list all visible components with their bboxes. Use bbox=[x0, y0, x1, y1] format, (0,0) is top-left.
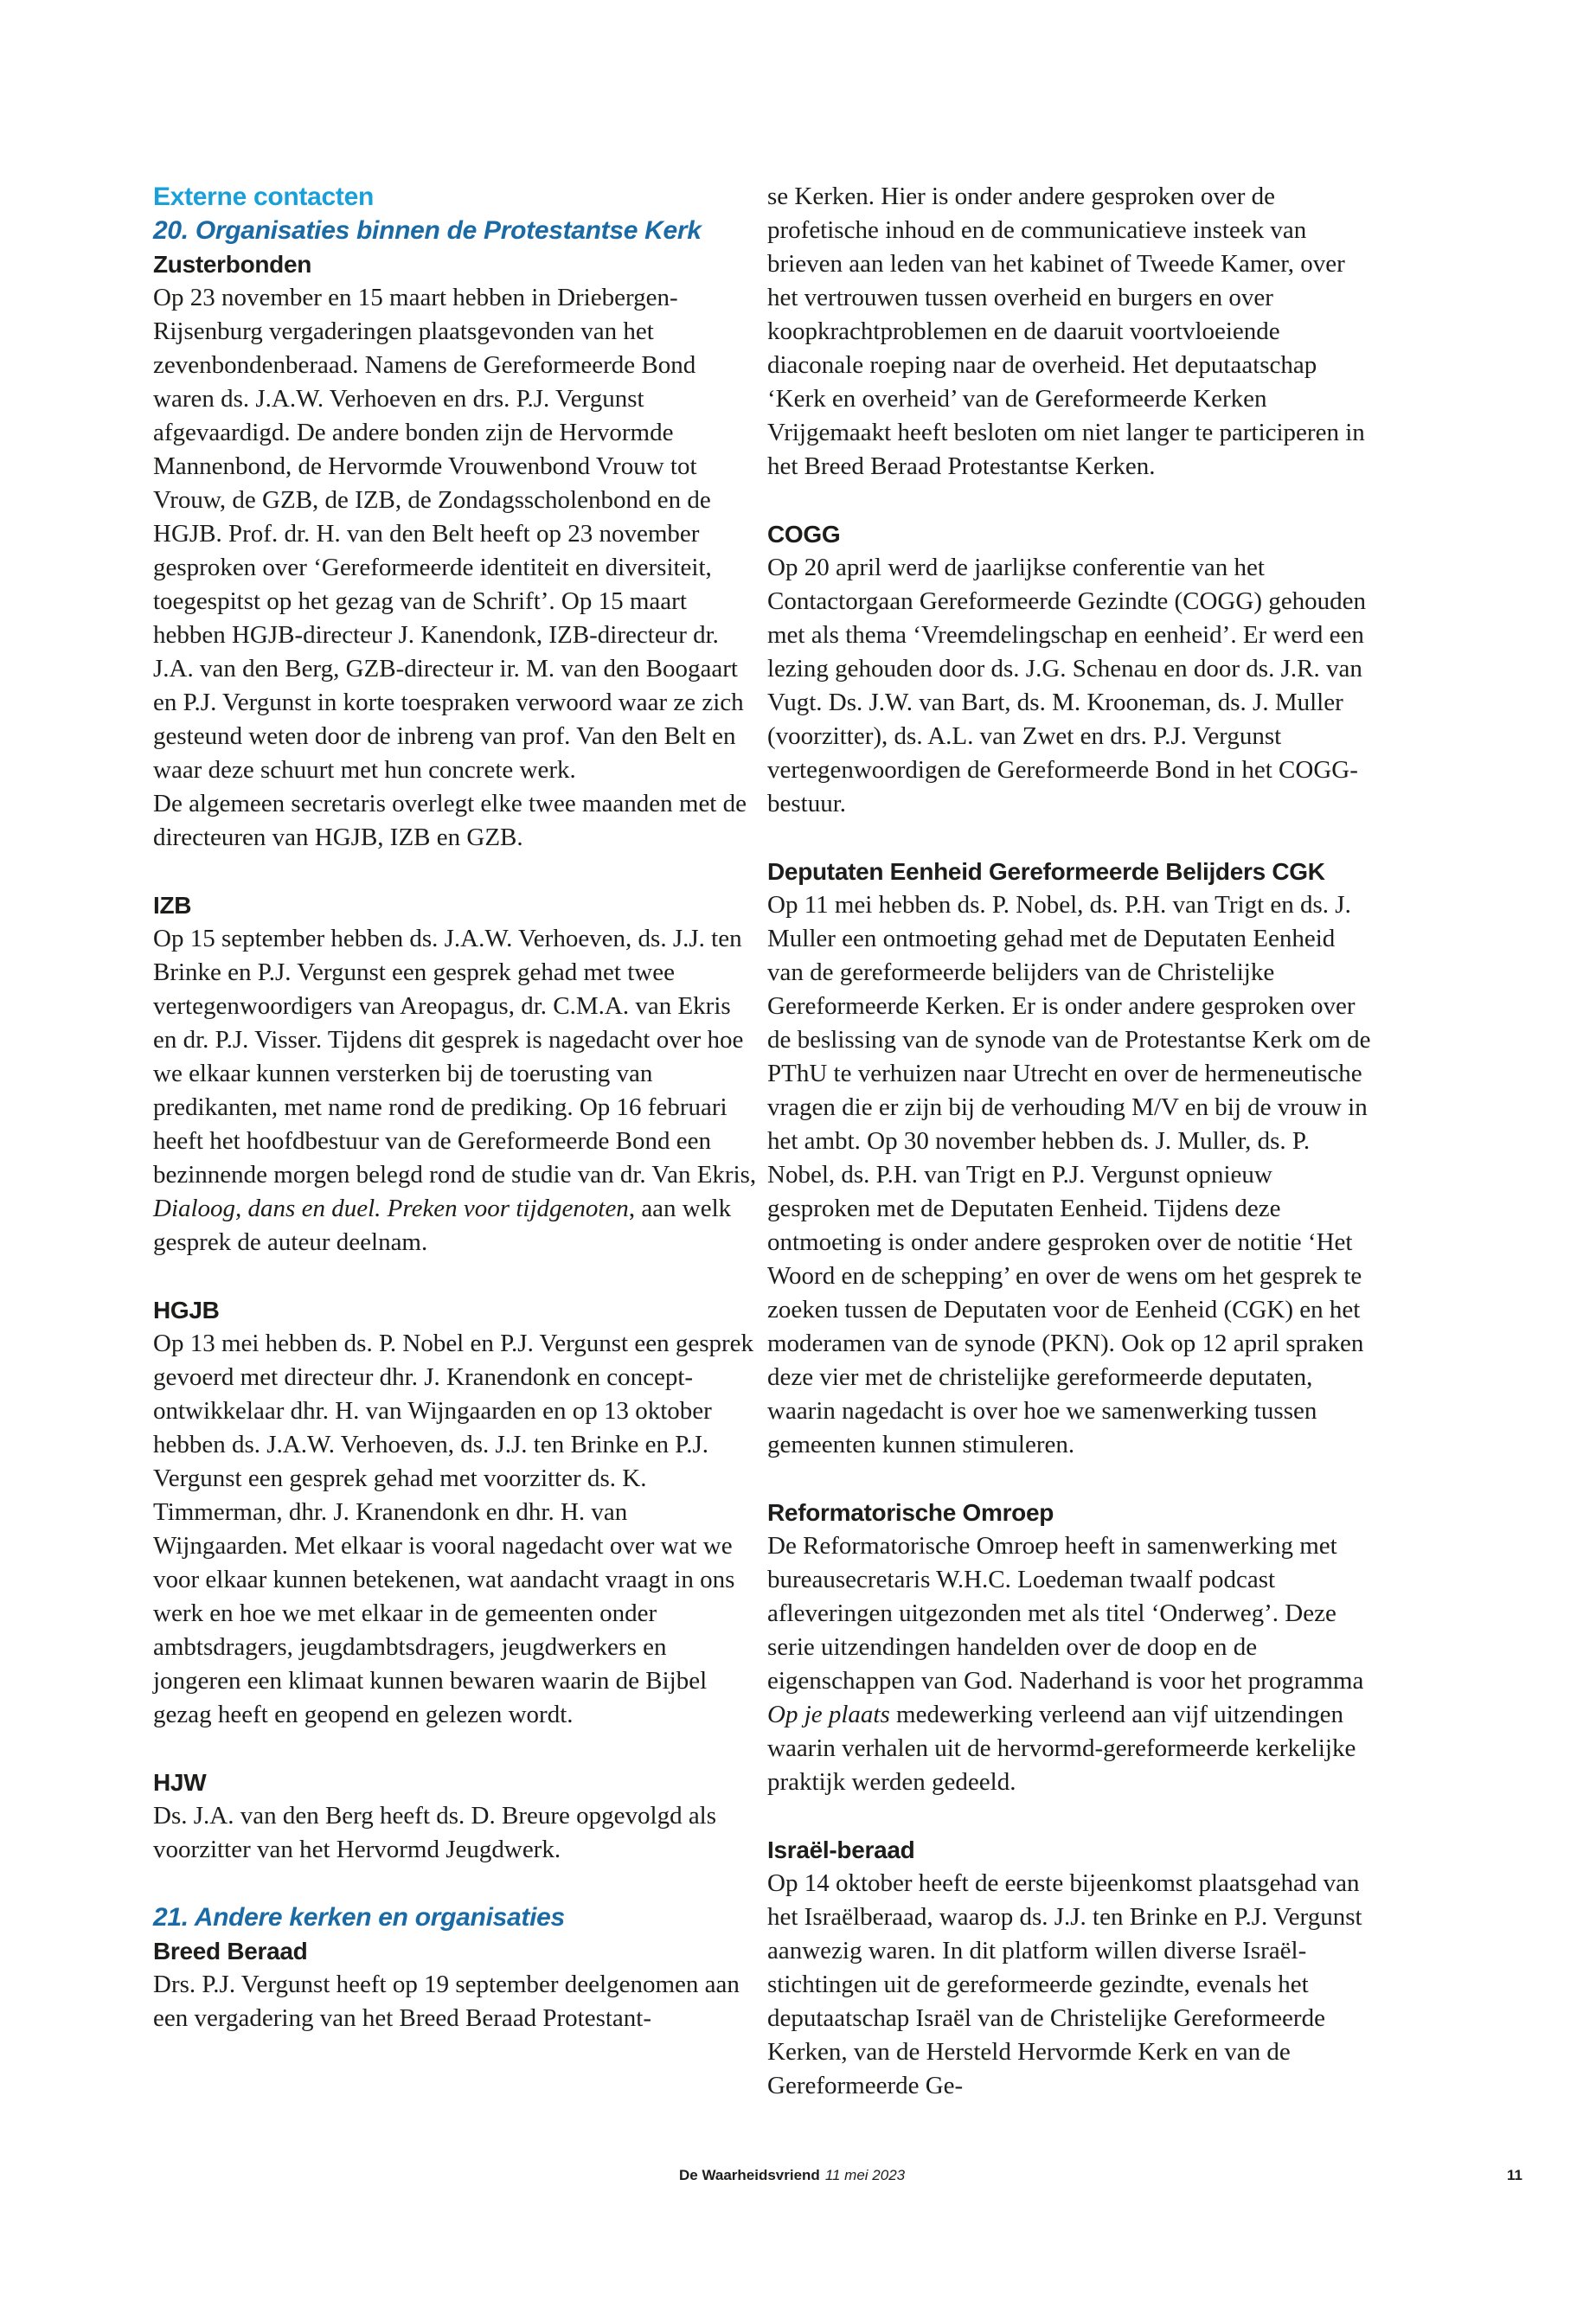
heading-deputaten: Deputaten Eenheid Gereformeerde Belijders CGK bbox=[767, 858, 1325, 885]
publication-date: 11 mei 2023 bbox=[824, 2167, 906, 2183]
hgjb-paragraph: Op 13 mei hebben ds. P. Nobel en P.J. Vergunst een gesprek gevoerd met directeur dhr. J. Kranendonk en concept-ontwikkelaar dhr. H. van Wijngaarden en op 13 oktober hebben ds. J.A.W. Verhoeven, ds. J.J. ten Brinke en P.J. Vergunst een gesprek gehad met voorzitter ds. K. Timmerman, dhr. J. Kranendonk en dhr. H. van Wijngaarden. Met elkaar is vooral nagedacht over wat we voor elkaar kunnen betekenen, wat aandacht vraagt in ons werk en hoe we met elkaar in de gemeenten onder ambtsdragers, jeugdambtsdragers, jeugdwerkers en jongeren een klimaat kunnen bewaren waarin de Bijbel gezag heeft en geopend en gelezen wordt. bbox=[153, 1330, 754, 1728]
heading-izb: IZB bbox=[153, 892, 192, 919]
section-title: Externe contacten bbox=[153, 183, 374, 211]
breed-beraad-continued: se Kerken. Hier is onder andere gesproken over de profetische inhoud en de communicatieve insteek van brieven aan leden van het kabinet of Tweede Kamer, over het vertrouwen tussen overheid en burgers en over koopkrachtproblemen en de daaruit voortvloeiende diaconale roeping naar de overheid. Het deputaatschap ‘Kerk en overheid’ van de Gereformeerde Kerken Vrijgemaakt heeft besloten om niet langer te participeren in het Breed Beraad Protestantse Kerken. bbox=[767, 183, 1365, 480]
program-title: Op je plaats bbox=[767, 1701, 890, 1728]
heading-israel-beraad: Israël-beraad bbox=[767, 1836, 915, 1863]
right-column bbox=[767, 180, 1373, 2103]
page-footer bbox=[0, 2167, 1596, 2193]
israel-paragraph: Op 14 oktober heeft de eerste bijeenkomst plaatsgehad van het Israëlberaad, waarop ds. J.J. ten Brinke en P.J. Vergunst aanwezig waren. In dit platform willen diverse Israël-stichtingen uit de gereformeerde gezindte, evenals het deputaatschap Israël van de Christelijke Gereformeerde Kerken, van de Hersteld Hervormde Kerk en van de Gereformeerde Ge- bbox=[767, 1869, 1362, 2099]
omroep-paragraph: De Reformatorische Omroep heeft in samenwerking met bureausecretaris W.H.C. Loedeman twaalf podcast afleveringen uitgezonden met als titel ‘Onderweg’. Deze serie uitzendingen handelden over de doop en de eigenschappen van God. Naderhand is voor het programma Op je plaats medewerking verleend aan vijf uitzendingen waarin verhalen uit de hervormd-gereformeerde kerkelijke praktijk werden gedeeld. bbox=[767, 1532, 1364, 1796]
heading-hjw: HJW bbox=[153, 1769, 207, 1796]
zusterbonden-paragraph-2: De algemeen secretaris overlegt elke twee maanden met de directeuren van HGJB, IZB en GZB. bbox=[153, 790, 747, 851]
cogg-paragraph: Op 20 april werd de jaarlijkse conferentie van het Contactorgaan Gereformeerde Gezindte (COGG) gehouden met als thema ‘Vreemdelingschap en eenheid’. Er werd een lezing gehouden door ds. J.G. Schenau en door ds. J.R. van Vugt. Ds. J.W. van Bart, ds. M. Krooneman, ds. J. Muller (voorzitter), ds. A.L. van Zwet en drs. P.J. Vergunst vertegenwoordigen de Gereformeerde Bond in het COGG-bestuur. bbox=[767, 554, 1366, 817]
heading-zusterbonden: Zusterbonden bbox=[153, 251, 312, 278]
zusterbonden-paragraph: Op 23 november en 15 maart hebben in Driebergen-Rijsenburg vergaderingen plaatsgevonden van het zevenbondenberaad. Namens de Gereformeerde Bond waren ds. J.A.W. Verhoeven en drs. P.J. Vergunst afgevaardigd. De andere bonden zijn de Hervormde Mannenbond, de Hervormde Vrouwenbond Vrouw tot Vrouw, de GZB, de IZB, de Zondagsscholenbond en de HGJB. Prof. dr. H. van den Belt heeft op 23 november gesproken over ‘Gereformeerde identiteit en diversiteit, toegespitst op het gezag van de Schrift’. Op 15 maart hebben HGJB-directeur J. Kanendonk, IZB-directeur dr. J.A. van den Berg, GZB-directeur ir. M. van den Boogaart en P.J. Vergunst in korte toespraken verwoord waar ze zich gesteund weten door de inbreng van prof. Van den Belt en waar deze schuurt met hun concrete werk. bbox=[153, 284, 744, 784]
heading-omroep: Reformatorische Omroep bbox=[767, 1499, 1054, 1526]
hjw-paragraph: Ds. J.A. van den Berg heeft ds. D. Breure opgevolgd als voorzitter van het Hervormd Jeugdwerk. bbox=[153, 1802, 717, 1863]
breed-beraad-paragraph: Drs. P.J. Vergunst heeft op 19 september deelgenomen aan een vergadering van het Breed Beraad Protestant- bbox=[153, 1971, 740, 2032]
publication-name: De Waarheidsvriend bbox=[679, 2167, 820, 2183]
subsection-title-21: 21. Andere kerken en organisaties bbox=[153, 1903, 565, 1932]
book-title: Dialoog, dans en duel. Preken voor tijdgenoten bbox=[153, 1195, 629, 1222]
page-number: 11 bbox=[1507, 2167, 1522, 2183]
footer-credit bbox=[679, 2167, 905, 2184]
heading-hgjb: HGJB bbox=[153, 1297, 220, 1324]
heading-cogg: COGG bbox=[767, 521, 841, 548]
heading-breed-beraad: Breed Beraad bbox=[153, 1938, 308, 1965]
subsection-title-20: 20. Organisaties binnen de Protestantse Kerk bbox=[153, 216, 702, 245]
deputaten-paragraph: Op 11 mei hebben ds. P. Nobel, ds. P.H. van Trigt en ds. J. Muller een ontmoeting gehad met de Deputaten Eenheid van de gereformeerde belijders van de Christelijke Gereformeerde Kerken. Er is onder andere gesproken over de beslissing van de synode van de Protestantse Kerk om de PThU te verhuizen naar Utrecht en over de hermeneutische vragen die er zijn bij de verhouding M/V en bij de vrouw in het ambt. Op 30 november hebben ds. J. Muller, ds. P. Nobel, ds. P.H. van Trigt en P.J. Vergunst opnieuw gesproken met de Deputaten Eenheid. Tijdens deze ontmoeting is onder andere gesproken over de notitie ‘Het Woord en de schepping’ en over de wens om het gesprek te zoeken tussen de Deputaten voor de Eenheid (CGK) en het moderamen van de synode (PKN). Ook op 12 april spraken deze vier met de christelijke gereformeerde deputaten, waarin nagedacht is over hoe we samenwerking tussen gemeenten kunnen stimuleren. bbox=[767, 891, 1371, 1458]
izb-paragraph: Op 15 september hebben ds. J.A.W. Verhoeven, ds. J.J. ten Brinke en P.J. Vergunst een gesprek gehad met twee vertegenwoordigers van Areopagus, dr. C.M.A. van Ekris en dr. P.J. Visser. Tijdens dit gesprek is nagedacht over hoe we elkaar kunnen versterken bij de toerusting van predikanten, met name rond de prediking. Op 16 februari heeft het hoofdbestuur van de Gereformeerde Bond een bezinnende morgen belegd rond de studie van dr. Van Ekris, Dialoog, dans en duel. Preken voor tijdgenoten, aan welk gesprek de auteur deelnam. bbox=[153, 925, 757, 1256]
left-column bbox=[153, 180, 759, 2035]
